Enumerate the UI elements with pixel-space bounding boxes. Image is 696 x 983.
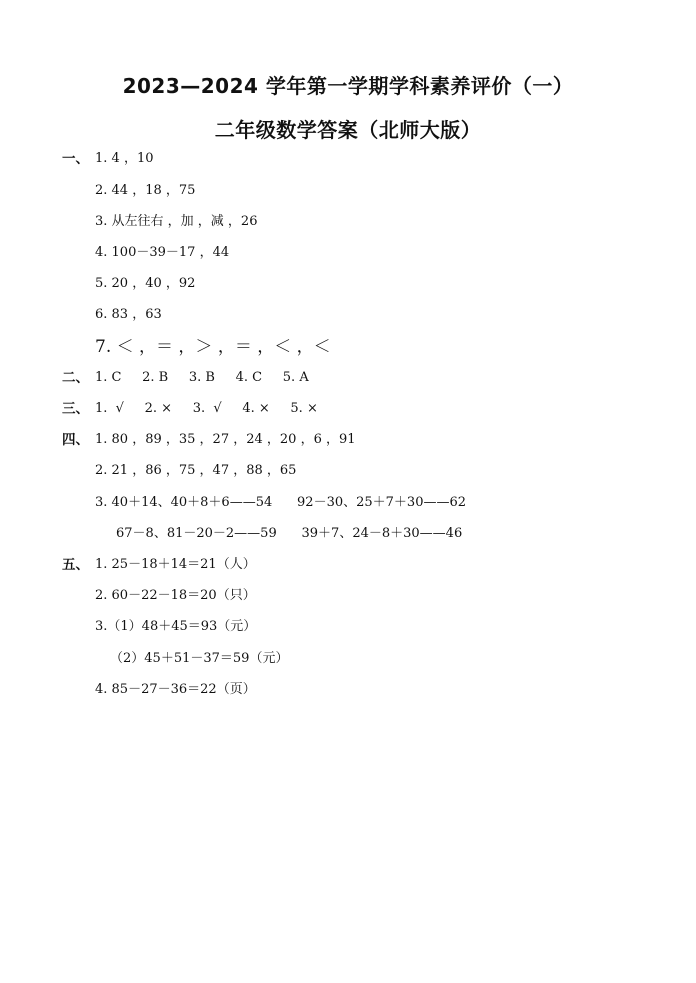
- section-label-4: 四、: [62, 432, 89, 448]
- answer-1-7: 7. ＜ ，＝ ，＞ ，＝ ，＜ ，＜: [95, 337, 331, 357]
- answer-1-2: 2. 44 ，18 ，75: [95, 183, 196, 198]
- answer-5-3-part-1: 3.（1）48＋45＝93（元）: [95, 619, 257, 634]
- answer-5-1: 1. 25－18＋14＝21（人）: [95, 557, 256, 572]
- answer-4-2: 2. 21 ，86 ，75 ，47 ，88 ，65: [95, 463, 297, 478]
- section-label-5: 五、: [62, 557, 89, 573]
- page-subtitle: 二年级数学答案（北师大版）: [214, 118, 482, 142]
- answer-1-4: 4. 100－39－17 ，44: [95, 245, 230, 260]
- answer-1-1: 1. 4 ，10: [95, 151, 154, 166]
- answer-3: 1. √ 2. × 3. √ 4. × 5. ×: [95, 401, 318, 416]
- answer-4-3-line-1: 3. 40＋14、40＋8＋6——54 92－30、25＋7＋30——62: [95, 495, 467, 510]
- answer-2: 1. C 2. B 3. B 4. C 5. A: [95, 370, 309, 385]
- answer-1-5: 5. 20 ，40 ，92: [95, 276, 196, 291]
- answer-5-4: 4. 85－27－36＝22（页）: [95, 682, 256, 697]
- answer-4-3-line-2: 67－8、81－20－2——59 39＋7、24－8＋30——46: [116, 526, 463, 541]
- section-label-2: 二、: [62, 370, 89, 386]
- answer-1-3: 3. 从左往右 ，加 ，减 ，26: [95, 214, 258, 229]
- answer-5-2: 2. 60－22－18＝20（只）: [95, 588, 256, 603]
- answer-4-1: 1. 80 ，89 ，35 ，27 ，24 ，20 ，6 ，91: [95, 432, 356, 447]
- answer-5-3-part-2: （2）45＋51－37＝59（元）: [110, 651, 289, 666]
- page-title: 2023—2024 学年第一学期学科素养评价（一）: [122, 74, 574, 98]
- section-label-3: 三、: [62, 401, 89, 417]
- section-label-1: 一、: [62, 151, 89, 167]
- answer-1-6: 6. 83 ，63: [95, 307, 162, 322]
